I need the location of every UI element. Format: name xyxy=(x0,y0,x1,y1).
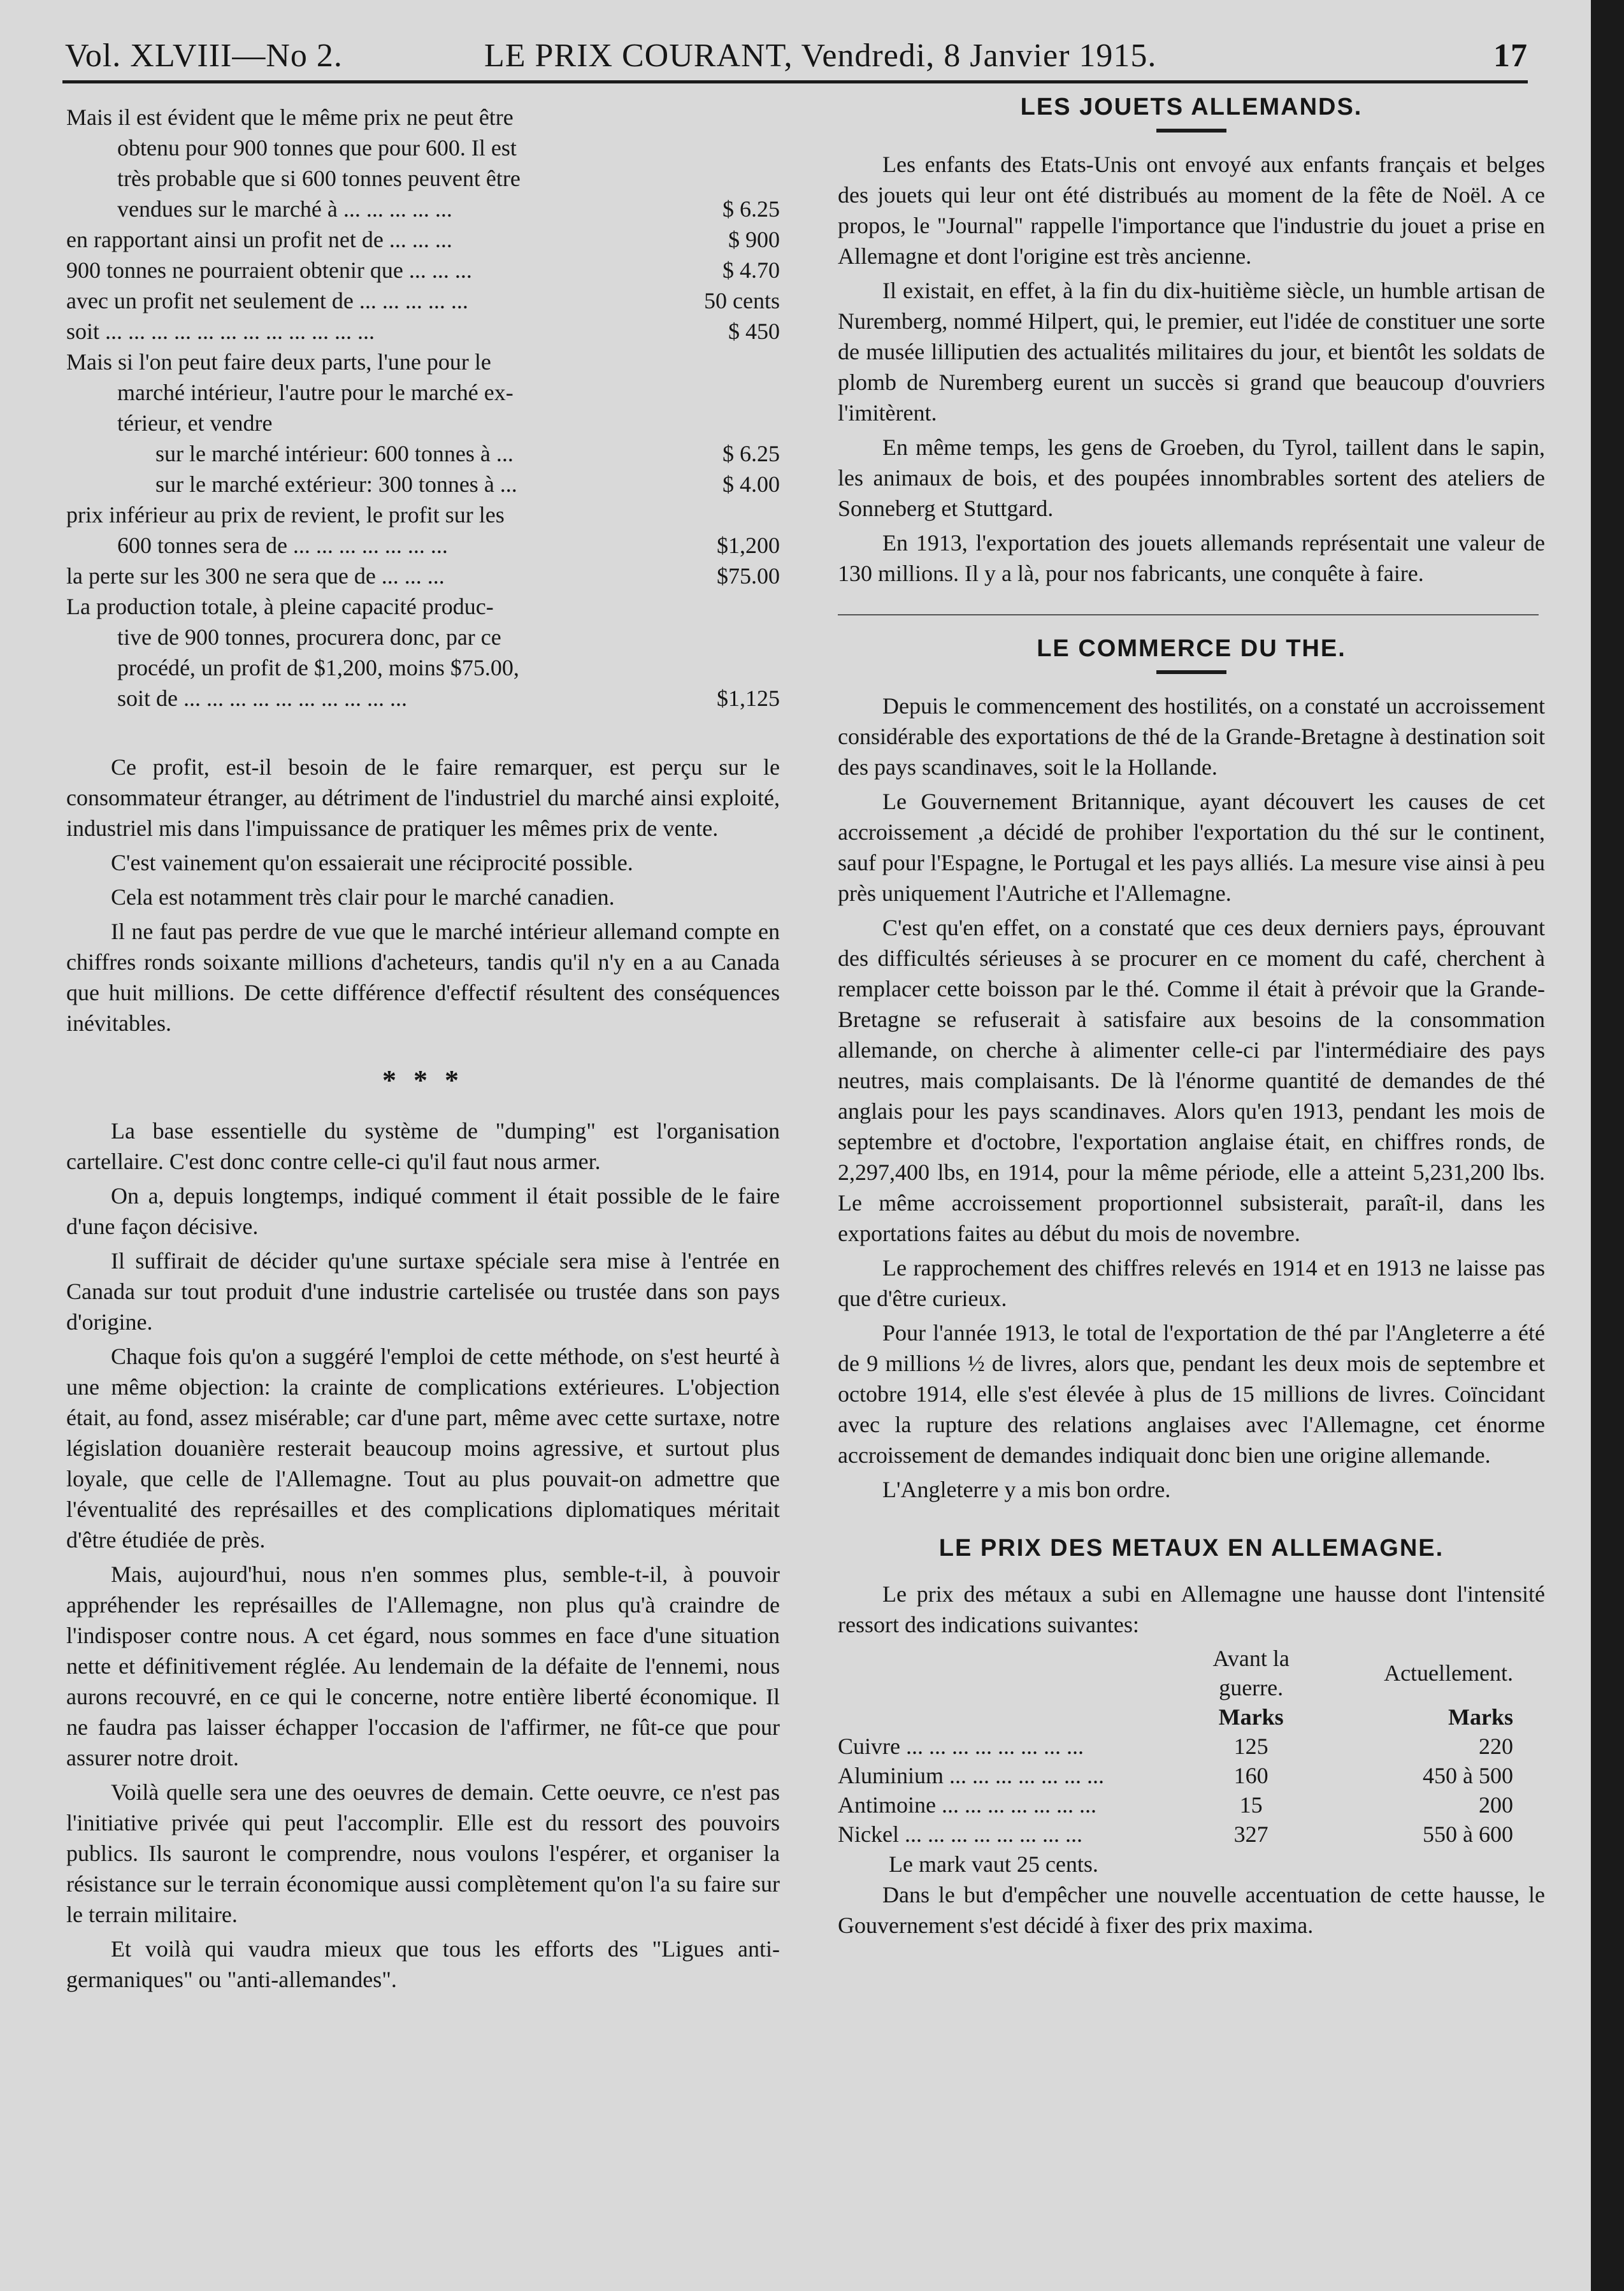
price-now: 220 xyxy=(1479,1734,1513,1759)
price-before: 15 xyxy=(1239,1792,1263,1818)
paragraph: Dans le but d'empêcher une nouvelle accentuation de cette hausse, le Gouvernement s'est décidé à fixer des prix maxima. xyxy=(838,1882,1545,1938)
calc-label: 600 tonnes sera de ... ... ... ... ... ... ... xyxy=(117,533,448,558)
heading-rule xyxy=(1156,129,1226,133)
article-body-2 xyxy=(66,1116,780,1995)
price-before: 125 xyxy=(1233,1734,1268,1759)
calc-row xyxy=(66,285,780,316)
article-the xyxy=(838,631,1545,1505)
calc-row xyxy=(66,683,780,714)
calc-row xyxy=(66,438,780,469)
paragraph: Depuis le commencement des hostilités, on a constaté un accroissement considérable des exportations de thé de la Grande-Bretagne à destination soit des pays scandinaves, soit le la Hollande. xyxy=(838,693,1545,780)
calc-line: tive de 900 tonnes, procurera donc, par ce xyxy=(117,624,501,650)
calc-line: marché intérieur, l'autre pour le marché ex- xyxy=(117,380,514,405)
calc-label: vendues sur le marché à ... ... ... ... ... xyxy=(117,196,452,222)
calc-line: obtenu pour 900 tonnes que pour 600. Il est xyxy=(117,135,517,161)
paragraph: En même temps, les gens de Groeben, du Tyrol, taillent dans le sapin, les animaux de bois, et des poupées innombrables sortent des ateliers de Sonneberg et Stuttgard. xyxy=(838,434,1545,521)
calc-line: La production totale, à pleine capacité produc- xyxy=(66,594,494,619)
paragraph: On a, depuis longtemps, indiqué comment il était possible de le faire d'une façon décisive. xyxy=(66,1183,780,1239)
article-heading: LE COMMERCE DU THE. xyxy=(1037,635,1346,662)
right-column xyxy=(838,89,1545,1966)
column-header: Avant la guerre. xyxy=(1212,1646,1290,1700)
calc-amount: $ 6.25 xyxy=(722,441,780,466)
paragraph: Le rapprochement des chiffres relevés en 1914 et en 1913 ne laisse pas que d'être curieux. xyxy=(838,1255,1545,1311)
paragraph: Le Gouvernement Britannique, ayant découvert les causes de cet accroissement ,a décidé de prohiber l'exportation du thé sur le continent, sauf pour l'Espagne, le Portugal et les pays alliés. La mesure vise ainsi à peu près uniquement l'Autriche et l'Allemagne. xyxy=(838,789,1545,906)
section-separator: * * * xyxy=(382,1065,464,1096)
calc-line: Mais il est évident que le même prix ne peut être xyxy=(66,104,514,130)
table-note: Le mark vaut 25 cents. xyxy=(889,1851,1098,1877)
calc-line: Mais si l'on peut faire deux parts, l'une pour le xyxy=(66,349,491,375)
volume-number: Vol. XLVIII—No 2. xyxy=(65,38,343,74)
calc-label: sur le marché extérieur: 300 tonnes à ... xyxy=(155,471,517,497)
metals-price-table xyxy=(838,1644,1539,1849)
calc-amount: $ 4.70 xyxy=(722,257,780,283)
calc-amount: 50 cents xyxy=(704,288,780,313)
unit-label: Marks xyxy=(1448,1704,1513,1730)
header-rule xyxy=(62,80,1528,83)
metal-name: Antimoine ... ... ... ... ... ... ... xyxy=(838,1792,1096,1818)
calc-label: soit ... ... ... ... ... ... ... ... ... ... ... ... xyxy=(66,319,375,344)
paragraph: Cela est notamment très clair pour le marché canadien. xyxy=(111,884,615,910)
calc-amount: $75.00 xyxy=(717,563,780,589)
calc-line: prix inférieur au prix de revient, le profit sur les xyxy=(66,502,505,528)
calc-row xyxy=(66,530,780,561)
calc-label: en rapportant ainsi un profit net de ... ... ... xyxy=(66,227,452,252)
unit-label: Marks xyxy=(1218,1704,1284,1730)
paragraph: Voilà quelle sera une des oeuvres de demain. Cette oeuvre, ce n'est pas l'initiative privée qui peut l'accomplir. Elle est du ressort des pouvoirs publics. Ils sauront le comprendre, nous voulons l'espérer, et organiser la résistance sur le terrain économique aussi complètement qu'on l'a su faire sur le terrain militaire. xyxy=(66,1779,780,1927)
heading-rule xyxy=(1156,670,1226,674)
table-row xyxy=(838,1761,1539,1790)
paragraph: C'est vainement qu'on essaierait une réciprocité possible. xyxy=(111,850,633,875)
paragraph: Il existait, en effet, à la fin du dix-huitième siècle, un humble artisan de Nuremberg, nommé Hilpert, qui, le premier, eut l'idée de constituer une sorte de musée lilliputien des actualités militaires du jour, et bientôt les soldats de plomb de Nuremberg eurent un succès si grand que beaucoup d'ouvriers l'imitèrent. xyxy=(838,278,1545,426)
calc-amount: $1,200 xyxy=(717,533,780,558)
price-before: 160 xyxy=(1233,1763,1268,1788)
scan-border xyxy=(1591,0,1624,2291)
calc-row xyxy=(66,224,780,255)
calc-line: térieur, et vendre xyxy=(117,410,273,436)
calc-label: sur le marché intérieur: 600 tonnes à ... xyxy=(155,441,514,466)
calc-line: très probable que si 600 tonnes peuvent être xyxy=(117,166,521,191)
paragraph: Il ne faut pas perdre de vue que le marché intérieur allemand compte en chiffres ronds soixante millions d'acheteurs, tandis qu'il n'y en a au Canada que huit millions. De cette différence d'effectif résultent des conséquences inévitables. xyxy=(66,919,780,1036)
calc-amount: $ 450 xyxy=(728,319,780,344)
paragraph: Le prix des métaux a subi en Allemagne une hausse dont l'intensité ressort des indications suivantes: xyxy=(838,1581,1545,1637)
price-now: 200 xyxy=(1479,1792,1513,1818)
calc-amount: $ 6.25 xyxy=(722,196,780,222)
calc-amount: $1,125 xyxy=(717,686,780,711)
column-header: Actuellement. xyxy=(1384,1660,1513,1686)
price-now: 450 à 500 xyxy=(1423,1763,1513,1788)
paragraph: Mais, aujourd'hui, nous n'en sommes plus, semble-t-il, à pouvoir appréhender les représailles de l'Allemagne, non plus qu'à craindre de l'indisposer contre nous. A cet égard, nous sommes en face d'une situation nette et définitivement réglée. Au lendemain de la défaite de l'ennemi, nous aurons recouvré, en ce qui le concerne, notre entière liberté économique. Il ne faudra pas laisser échapper l'occasion de l'affirmer, ne fût-ce que pour assurer notre droit. xyxy=(66,1562,780,1770)
paragraph: Ce profit, est-il besoin de le faire remarquer, est perçu sur le consommateur étranger, au détriment de l'industriel du marché ainsi exploité, industriel mis dans l'impuissance de pratiquer les mêmes prix de vente. xyxy=(66,754,780,841)
calc-row xyxy=(66,561,780,591)
table-row xyxy=(838,1820,1539,1849)
metal-name: Aluminium ... ... ... ... ... ... ... xyxy=(838,1763,1105,1788)
paragraph: Et voilà qui vaudra mieux que tous les efforts des "Ligues anti-germaniques" ou "anti-allemandes". xyxy=(66,1936,780,1992)
calc-label: soit de ... ... ... ... ... ... ... ... ... ... xyxy=(117,686,407,711)
calc-row xyxy=(66,255,780,285)
calc-row xyxy=(66,469,780,499)
calculation-block xyxy=(66,102,780,714)
masthead-title: LE PRIX COURANT, Vendredi, 8 Janvier 1915. xyxy=(484,38,1157,74)
calc-label: 900 tonnes ne pourraient obtenir que ... ... ... xyxy=(66,257,472,283)
page-number: 17 xyxy=(1493,38,1528,74)
price-before: 327 xyxy=(1233,1821,1268,1847)
column-divider xyxy=(838,614,1539,615)
unit-row xyxy=(838,1702,1539,1732)
paragraph: Chaque fois qu'on a suggéré l'emploi de cette méthode, on s'est heurté à une même objection: la crainte de complications extérieures. L'objection était, au fond, assez misérable; car d'une part, même avec cette surtaxe, notre législation douanière resterait beaucoup moins agressive, et surtout plus loyale, que celle de l'Allemagne. Tout au plus pouvait-on admettre que l'éventualité des représailles et des complications diplomatiques méritait d'être étudiée de près. xyxy=(66,1344,780,1553)
calc-amount: $ 4.00 xyxy=(722,471,780,497)
article-metaux xyxy=(838,1530,1545,1941)
calc-row xyxy=(66,316,780,347)
article-heading: LES JOUETS ALLEMANDS. xyxy=(1020,94,1363,120)
paragraph: C'est qu'en effet, on a constaté que ces deux derniers pays, éprouvant des difficultés sérieuses à se procurer en ce moment du café, cherchent à remplacer cette boisson par le thé. Comme il était à prévoir que la Grande-Bretagne se refuserait à satisfaire aux besoins de la consommation allemande, on cherche à alimenter celle-ci par l'intermédiaire des pays neutres, mais complaisants. De là l'énorme quantité de demandes de thé anglais pour les pays scandinaves. Alors qu'en 1913, pendant les mois de septembre et d'octobre, l'exportation anglaise était, en chiffres ronds, de 2,297,400 lbs, en 1914, pour la même période, elle a atteint 5,231,200 lbs. Le même accroissement proportionnel subsisterait, paraît-il, dans les exportations faites au début du mois de novembre. xyxy=(838,915,1545,1246)
table-row xyxy=(838,1790,1539,1820)
calc-amount: $ 900 xyxy=(728,227,780,252)
calc-line: procédé, un profit de $1,200, moins $75.00, xyxy=(117,655,519,680)
left-column xyxy=(66,102,780,1999)
paragraph: Il suffirait de décider qu'une surtaxe spéciale sera mise à l'entrée en Canada sur tout produit d'une industrie cartelisée ou trustée dans son pays d'origine. xyxy=(66,1248,780,1335)
metal-name: Nickel ... ... ... ... ... ... ... ... xyxy=(838,1821,1082,1847)
table-row xyxy=(838,1732,1539,1761)
article-heading: LE PRIX DES METAUX EN ALLEMAGNE. xyxy=(938,1535,1444,1562)
page-header xyxy=(62,31,1528,82)
paragraph: En 1913, l'exportation des jouets allemands représentait une valeur de 130 millions. Il y a là, pour nos fabricants, une conquête à faire. xyxy=(838,530,1545,586)
paragraph: L'Angleterre y a mis bon ordre. xyxy=(882,1477,1171,1502)
calc-label: la perte sur les 300 ne sera que de ... ... ... xyxy=(66,563,445,589)
calc-label: avec un profit net seulement de ... ... ... ... ... xyxy=(66,288,468,313)
paragraph: Les enfants des Etats-Unis ont envoyé aux enfants français et belges des jouets qui leur ont été distribués au moment de la fête de Noël. A ce propos, le "Journal" rappelle l'importance que l'industrie du jouet a prise en Allemagne et dont l'origine est très ancienne. xyxy=(838,152,1545,269)
metal-name: Cuivre ... ... ... ... ... ... ... ... xyxy=(838,1734,1084,1759)
article-body-1 xyxy=(66,752,780,1038)
table-header-row xyxy=(838,1644,1539,1702)
paragraph: La base essentielle du système de "dumping" est l'organisation cartellaire. C'est donc contre celle-ci qu'il faut nous armer. xyxy=(66,1118,780,1174)
paragraph: Pour l'année 1913, le total de l'exportation de thé par l'Angleterre a été de 9 millions ½ de livres, alors que, pendant les deux mois de septembre et octobre 1914, elle s'est élevée à plus de 15 millions de livres. Coïncidant avec la rupture des relations anglaises avec l'Allemagne, cet énorme accroissement de demandes indiquait donc bien une origine allemande. xyxy=(838,1320,1545,1468)
article-jouets xyxy=(838,89,1545,589)
calc-row xyxy=(66,194,780,224)
price-now: 550 à 600 xyxy=(1423,1821,1513,1847)
